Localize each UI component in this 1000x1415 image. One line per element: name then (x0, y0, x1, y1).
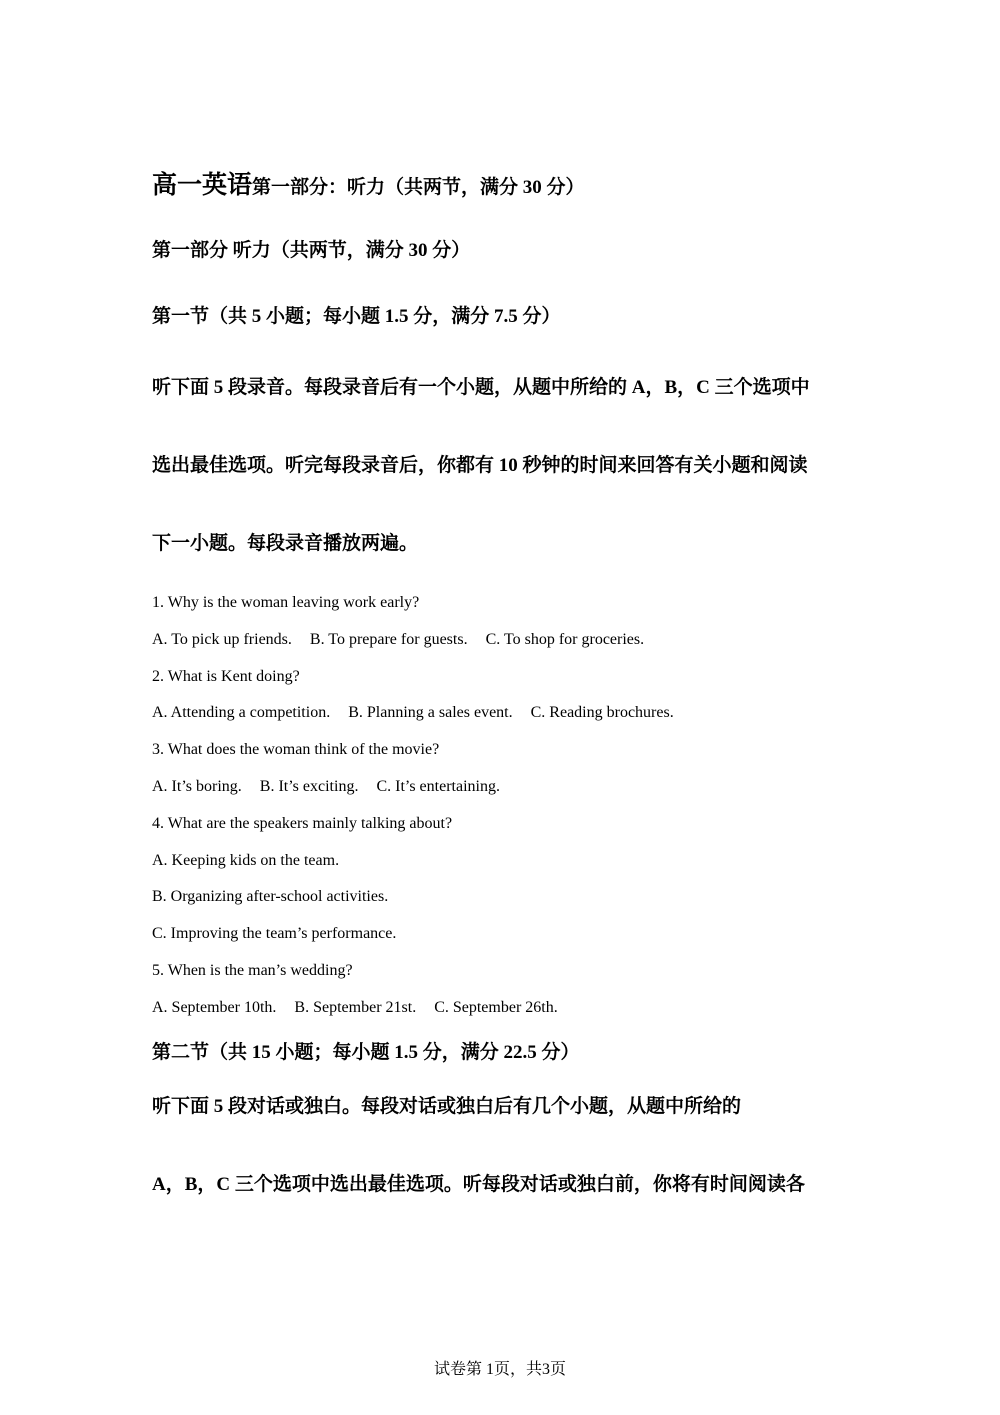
question-3-options (152, 769, 852, 806)
instruction-line: A，B，C 三个选项中选出最佳选项。听每段对话或独白前，你将有时间阅读各 (152, 1173, 805, 1195)
option-a: A. September 10th. (152, 998, 277, 1016)
question-1-stem: 1. Why is the woman leaving work early? (152, 594, 420, 611)
option-b: B. Planning a sales event. (348, 704, 513, 722)
option-c: C. Improving the team’s performance. (152, 925, 397, 943)
option-a: A. Keeping kids on the team. (152, 851, 340, 869)
instruction-line: 下一小题。每段录音播放两遍。 (152, 533, 419, 554)
instruction-line: 听下面 5 段对话或独白。每段对话或独白后有几个小题，从题中所给的 (152, 1095, 742, 1117)
option-b: B. It’s exciting. (259, 777, 359, 795)
question-5-options (152, 990, 852, 1027)
instruction-line: 听下面 5 段录音。每段录音后有一个小题，从题中所给的 A，B，C 三个选项中 (152, 377, 810, 398)
section1-instructions (152, 349, 852, 583)
option-c: C. Reading brochures. (530, 704, 674, 722)
question-3-stem: 3. What does the woman think of the movie? (152, 741, 440, 759)
option-b: B. September 21st. (294, 998, 417, 1016)
question-2-options (152, 695, 852, 732)
section1-heading: 第一节（共 5 小题；每小题 1.5 分，满分 7.5 分） (152, 306, 561, 327)
option-c: C. September 26th. (434, 998, 558, 1016)
question-4-stem: 4. What are the speakers mainly talking about? (152, 814, 453, 832)
page-footer: 试卷第 1页，共3页 (433, 1361, 566, 1378)
question-list (152, 585, 852, 1027)
option-c: C. To shop for groceries. (485, 630, 645, 648)
question-1-options (152, 622, 852, 659)
title-main: 高一英语 (152, 172, 253, 199)
document-title (152, 168, 852, 204)
option-a: A. Attending a competition. (152, 704, 331, 722)
part-heading: 第一部分 听力（共两节，满分 30 分） (152, 240, 471, 261)
question-5-stem: 5. When is the man’s wedding? (152, 961, 353, 979)
question-2-stem: 2. What is Kent doing? (152, 667, 300, 685)
option-b: B. Organizing after-school activities. (152, 888, 389, 906)
title-subtitle: 第一部分：听力（共两节，满分 30 分） (252, 177, 585, 198)
option-a: A. It’s boring. (152, 777, 242, 795)
section2-instructions (152, 1093, 852, 1249)
option-a: A. To pick up friends. (152, 630, 292, 648)
option-c: C. It’s entertaining. (376, 777, 500, 795)
document-body (152, 168, 852, 1249)
option-b: B. To prepare for guests. (309, 630, 468, 648)
section2-heading: 第二节（共 15 小题；每小题 1.5 分，满分 22.5 分） (152, 1041, 580, 1063)
instruction-line: 选出最佳选项。听完每段录音后，你都有 10 秒钟的时间来回答有关小题和阅读 (152, 455, 808, 476)
